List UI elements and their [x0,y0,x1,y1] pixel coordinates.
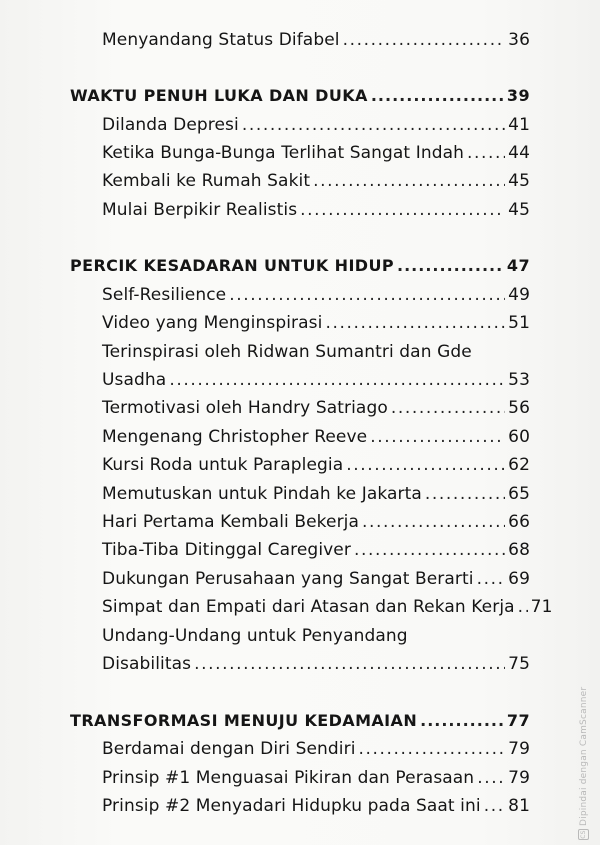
chapter-page: 77 [506,711,530,730]
toc-entry [102,427,530,456]
chapter-title: PERCIK KESADARAN UNTUK HIDUP [70,256,395,275]
toc-entry [102,768,530,797]
toc-entry-page: 81 [508,796,530,816]
watermark-text: Dipindai dengan CamScanner [579,686,589,826]
toc-entry-title: Ketika Bunga-Bunga Terlihat Sangat Indah [102,143,464,163]
toc-entry [102,796,530,825]
toc-entry-title: Video yang Menginspirasi [102,313,323,333]
dot-leader [194,654,505,674]
dot-leader [300,200,505,220]
toc-entry-title: Mulai Berpikir Realistis [102,200,298,220]
toc-entry [102,143,530,172]
toc-entry-wrapped-line [102,626,530,655]
toc-entry-page: 53 [508,370,530,390]
toc-entry-page: 62 [508,455,530,475]
toc-entry-title: Memutuskan untuk Pindah ke Jakarta [102,484,422,504]
toc-entry [102,739,530,768]
dot-leader [391,398,505,418]
toc-entry-page: 79 [508,768,530,788]
toc-entry [102,313,530,342]
toc-entry [102,512,530,541]
dot-leader [397,256,504,275]
dot-leader [370,427,505,447]
chapter-page: 39 [506,86,530,105]
dot-leader [371,86,504,105]
dot-leader [518,597,528,617]
camscanner-watermark [578,687,589,840]
chapter-page: 47 [506,256,530,275]
dot-leader [346,455,505,475]
toc-entry-title: Disabilitas [102,654,192,674]
dot-leader [467,143,505,163]
toc-entry [102,285,530,314]
toc-entry [102,115,530,144]
toc-entry-page: 45 [508,200,530,220]
toc-entry [102,569,530,598]
dot-leader [477,569,506,589]
toc-entry-page: 44 [508,143,530,163]
toc-entry [102,30,530,59]
toc-entry-title: Simpat dan Empati dari Atasan dan Rekan Kerja [102,597,515,617]
chapter-title: TRANSFORMASI MENUJU KEDAMAIAN [70,711,418,730]
toc-entry-page: 51 [508,313,530,333]
toc-entry-title: Terinspirasi oleh Ridwan Sumantri dan Gde [102,342,472,362]
toc-chapter-heading [70,86,530,115]
toc-entry-title: Dukungan Perusahaan yang Sangat Berarti [102,569,474,589]
toc-entry-page: 66 [508,512,530,532]
dot-leader [313,171,505,191]
dot-leader [229,285,505,305]
toc-entry [102,597,553,626]
toc-entry [102,398,530,427]
chapter-title: WAKTU PENUH LUKA DAN DUKA [70,86,368,105]
dot-leader [425,484,505,504]
dot-leader [477,768,505,788]
toc-entry-page: 56 [508,398,530,418]
toc-entry-title: Menyandang Status Difabel [102,30,340,50]
dot-leader [359,739,506,759]
dot-leader [169,370,505,390]
toc-entry-page: 69 [508,569,530,589]
toc-entry-page: 75 [508,654,530,674]
toc-entry-page: 79 [508,739,530,759]
toc-entry-title: Berdamai dengan Diri Sendiri [102,739,356,759]
toc-chapter-heading [70,256,530,285]
toc-entry [102,540,530,569]
toc-entry-page: 49 [508,285,530,305]
dot-leader [343,30,506,50]
dot-leader [420,711,504,730]
toc-entry-page: 41 [508,115,530,135]
toc-entry-title: Prinsip #1 Menguasai Pikiran dan Perasaan [102,768,475,788]
toc-entry [102,484,530,513]
dot-leader [325,313,505,333]
dot-leader [242,115,505,135]
toc-entry-title: Undang-Undang untuk Penyandang [102,626,408,646]
toc-entry-page: 71 [530,597,553,617]
dot-leader [354,540,505,560]
toc-entry-page: 60 [508,427,530,447]
toc-entry-title: Hari Pertama Kembali Bekerja [102,512,360,532]
toc-entry-page: 45 [508,171,530,191]
toc-entry-title: Kursi Roda untuk Paraplegia [102,455,344,475]
toc-entry-title: Usadha [102,370,167,390]
toc-entry-wrapped-line [102,342,530,371]
toc-entry [102,654,530,683]
camscanner-logo-icon: CS [580,830,587,839]
dot-leader [484,796,505,816]
toc-entry-title: Mengenang Christopher Reeve [102,427,368,447]
toc-entry-title: Dilanda Depresi [102,115,239,135]
toc-entry-title: Prinsip #2 Menyadari Hidupku pada Saat ini [102,796,481,816]
toc-entry [102,171,530,200]
dot-leader [362,512,505,532]
toc-entry-title: Kembali ke Rumah Sakit [102,171,311,191]
toc-entry [102,370,530,399]
toc-entry-title: Termotivasi oleh Handry Satriago [102,398,388,418]
toc-entry [102,200,530,229]
toc-entry-page: 68 [508,540,530,560]
toc-entry-title: Self-Resilience [102,285,227,305]
toc-entry-page: 65 [508,484,530,504]
toc-chapter-heading [70,711,530,740]
toc-entry-page: 36 [508,30,530,50]
toc-entry [102,455,530,484]
toc-entry-title: Tiba-Tiba Ditinggal Caregiver [102,540,351,560]
